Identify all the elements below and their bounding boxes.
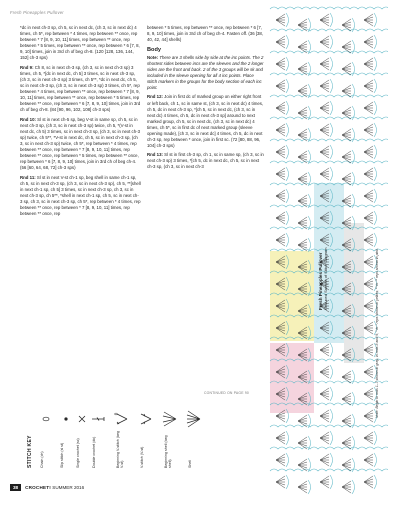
shell-fan bbox=[320, 80, 329, 92]
chain-arc bbox=[352, 436, 355, 450]
key-label-single-crochet: Single crochet (sc) bbox=[76, 438, 80, 468]
shell-fan bbox=[320, 454, 329, 466]
shell-fan bbox=[276, 454, 285, 466]
shell-fan bbox=[276, 476, 285, 488]
round-10 bbox=[20, 117, 141, 171]
chart-caption bbox=[318, 190, 348, 310]
chain-arc bbox=[374, 431, 377, 445]
shell-fan bbox=[364, 190, 373, 202]
chain-arc bbox=[374, 13, 377, 27]
chain-arc bbox=[352, 194, 355, 208]
chain-row bbox=[270, 161, 388, 163]
round-13-text: Sl st in first ch-3 sp, ch 1, sc in same sp, (ch 3, sc in next ch-3 sp) 3 times, *[ch 5, dc in next dc, ch 5, sc in next ch-3 sp, (ch 3, sc in next ch-3 bbox=[147, 152, 264, 170]
chain-arc bbox=[352, 370, 355, 384]
chain-arc bbox=[286, 431, 289, 445]
shell-fan bbox=[320, 58, 329, 70]
round-13 bbox=[147, 152, 264, 170]
chain-row bbox=[270, 425, 388, 427]
beginning-v-stitch-icon bbox=[113, 410, 131, 428]
stitch-key bbox=[23, 410, 223, 474]
round-11-lead: Rnd 11: bbox=[20, 174, 36, 180]
chain-arc bbox=[330, 475, 333, 489]
running-head: Fresh Pineapples Pullover bbox=[10, 10, 64, 15]
round-12 bbox=[147, 94, 264, 148]
chain-arc bbox=[352, 150, 355, 164]
chain-arc bbox=[286, 57, 289, 71]
continued-note: CONTINUED ON PAGE 90 bbox=[204, 391, 250, 395]
chain-arc bbox=[330, 387, 333, 401]
chain-arc bbox=[330, 123, 333, 137]
chain-arc bbox=[374, 211, 377, 225]
round-11-continued: between * 5 times, rep between ** once, rep between * 6 [7, 8, 9, 10] times, join in 3rd ch of beg ch-4. Fasten off. (36 [38, 40, 42, 44] shells) bbox=[147, 25, 264, 43]
instructions-left-column bbox=[20, 25, 141, 220]
shell-fan bbox=[276, 102, 285, 114]
chain-arc bbox=[308, 480, 311, 494]
shell-fan bbox=[364, 80, 373, 92]
chain-arc bbox=[374, 123, 377, 137]
body-note bbox=[147, 55, 264, 91]
chain-arc bbox=[352, 18, 355, 32]
shell-icon bbox=[185, 410, 203, 428]
chain-arc bbox=[352, 128, 355, 142]
chain-arc bbox=[374, 167, 377, 181]
chain-arc bbox=[330, 343, 333, 357]
stitch-key-title: STITCH KEY bbox=[27, 435, 33, 468]
shell-fan bbox=[276, 124, 285, 136]
shell-fan bbox=[364, 256, 373, 268]
shell-fan bbox=[298, 481, 307, 493]
double-crochet-icon bbox=[89, 410, 107, 428]
chain-arc bbox=[352, 84, 355, 98]
v-stitch-icon bbox=[137, 410, 155, 428]
page-number: 38 bbox=[10, 484, 21, 491]
shell-fan bbox=[320, 124, 329, 136]
chain-arc bbox=[352, 62, 355, 76]
shell-fan bbox=[364, 168, 373, 180]
key-label-v-stitch: V-stitch (V-st) bbox=[140, 446, 144, 468]
chain-arc bbox=[330, 79, 333, 93]
chain-arc bbox=[352, 414, 355, 428]
shell-fan bbox=[364, 278, 373, 290]
chain-row bbox=[270, 73, 388, 75]
chain-row bbox=[270, 95, 388, 97]
shell-fan bbox=[364, 366, 373, 378]
shell-fan bbox=[364, 344, 373, 356]
chain-arc bbox=[330, 409, 333, 423]
round-11-text: Sl st in next V-st ch-1 sp, beg shell in same ch-1 sp, ch 5, sc in next ch-3 sp, (ch 3, sc in next ch-3 sp), ch 5, **[shell in next ch-1 sp, ch 5] 3 times, sc in next ch-3 sp, ch 3, sc in next ch-3 sp, ch 5**, *shell in next ch-1 sp, ch 5, sc in next ch-3 sp, ch 3, sc in next ch-3 sp, ch 5*, rep between * 4 times, rep between ** once, rep between * 7 [8, 9, 10, 11] times, rep between ** once, rep bbox=[20, 174, 141, 216]
shell-fan bbox=[276, 14, 285, 26]
beginning-shell-icon bbox=[161, 410, 179, 428]
shell-fan bbox=[276, 432, 285, 444]
round-9 bbox=[20, 65, 141, 113]
body-note-text: There are 3 shells side by side at the inc points. The 2 shortest sides between incs are the sleeves and the 2 longer sides are the front and back. 2 of the 3 groups will be sk and included in the sleeve opening for all 4 inc points. Place stitch markers in the groups for the body section of each inc point. bbox=[147, 54, 264, 90]
round-12-text: Join in first dc of marked group on either right front or left back, ch 1, sc in same st, (ch 3, sc in next dc) 4 times, ch 5, dc in next ch-3 sp, *[ch 5, sc in next dc, (ch 3, sc in next dc) 4 times, ch 5, dc in next ch-3 sp] around to next marked group, ch 5, sc in next dc, (ch 3, sc in next dc) 4 times, ch 5*, sc in first dc of next marked group (sleeve opening made), [ch 3, sc in next dc] 4 times, ch 5, dc in next ch-3 sp, rep between * once, join in first sc. (72 [80, 88, 96, 104] ch-3 sps) bbox=[147, 94, 264, 148]
shell-fan bbox=[320, 432, 329, 444]
chain-arc bbox=[374, 101, 377, 115]
chain-arc bbox=[374, 35, 377, 49]
pink-band bbox=[270, 343, 314, 413]
instructions-right-column bbox=[147, 25, 264, 174]
shell-fan bbox=[320, 344, 329, 356]
shell-fan bbox=[364, 212, 373, 224]
chain-row bbox=[270, 7, 388, 9]
shell-fan bbox=[342, 481, 351, 493]
shell-fan bbox=[364, 234, 373, 246]
chain-arc bbox=[374, 145, 377, 159]
chain-arc bbox=[286, 475, 289, 489]
shell-fan bbox=[276, 58, 285, 70]
shell-fan bbox=[364, 36, 373, 48]
chain-arc bbox=[330, 35, 333, 49]
chain-arc bbox=[374, 79, 377, 93]
shell-fan bbox=[320, 388, 329, 400]
round-10-text: Sl st in next ch-5 sp, beg V-st in same sp, ch 5, sc in next ch-3 sp, (ch 3, sc in next ch-3 sp) twice, ch 5, *(V-st in next dc, ch 5) 3 times, sc in next ch-3 sp, (ch 3, sc in next ch-3 sp) twice, ch 5**, *V-st in next dc, ch 5, sc in next ch-3 sp, (ch 3, sc in next ch-3 sp) twice, ch 5*, rep between * 4 times, rep between ** once, rep between * 7 [8, 9, 10, 11] times, rep between ** once, rep between * 5 times, rep between ** once, rep between * 6 [7, 8, 9, 10] times, join in 3rd ch of beg ch-4. (56 [60, 64, 68, 72] ch-3 sps) bbox=[20, 116, 140, 171]
key-label-shell: Shell bbox=[188, 460, 192, 468]
chain-arc bbox=[286, 101, 289, 115]
chain-arc bbox=[330, 101, 333, 115]
round-13-lead: Rnd 13: bbox=[147, 152, 163, 158]
body-heading: Body bbox=[147, 46, 161, 53]
chain-arc bbox=[286, 13, 289, 27]
shell-fan bbox=[276, 212, 285, 224]
shell-fan bbox=[276, 190, 285, 202]
round-9-text: Ch 8, sc in next ch-3 sp, (ch 3, sc in next ch-3 sp) 3 times, ch 5, *[dc in next dc, ch 5] 3 times, sc in next ch-3 sp, (ch 3, sc in next ch-3 sp) 3 times, ch 5**, *dc in next dc, ch 5, sc in next ch-3 sp, (ch 3, sc in next ch-3 sp) 3 times, ch 5*, rep between * 4 times, rep between ** once, rep between * 7 [8, 9, 10, 11] times, rep between ** once, rep between * 5 times, rep between ** once, rep between * 6 [7, 8, 9, 10] times, join in 3rd ch of beg ch-8. (84 [90, 96, 102, 108] ch-3 sps) bbox=[20, 64, 141, 113]
chain-arc bbox=[286, 123, 289, 137]
chain-arc bbox=[352, 480, 355, 494]
shell-fan bbox=[364, 124, 373, 136]
chain-arc bbox=[286, 233, 289, 247]
round-8-continued: *dc in next ch-3 sp, ch 5, sc in next dc, (ch 3, sc in next dc) 4 times, ch 5*, rep between * 4 times, rep between ** once, rep between * 7 [8, 9, 10, 11] times, rep between ** once, rep between * 5 times, rep between ** once, rep between * 6 [7, 8, 9, 10] times, join in 3rd ch of beg ch-8. (120 [128, 136, 144, 152] ch-3 sps) bbox=[20, 25, 140, 61]
shell-fan bbox=[320, 102, 329, 114]
shell-fan bbox=[364, 476, 373, 488]
shell-fan bbox=[320, 14, 329, 26]
chain-row bbox=[270, 29, 388, 31]
chain-arc bbox=[330, 145, 333, 159]
chain-arc bbox=[352, 106, 355, 120]
shell-fan bbox=[320, 476, 329, 488]
key-label-beginning-shell: Beginning shell (beg shell) bbox=[164, 435, 173, 468]
chain-arc bbox=[286, 167, 289, 181]
chain-icon bbox=[37, 410, 55, 428]
chain-arc bbox=[330, 13, 333, 27]
shell-fan bbox=[364, 14, 373, 26]
chain-arc bbox=[352, 172, 355, 186]
shell-fan bbox=[320, 366, 329, 378]
chain-arc bbox=[330, 453, 333, 467]
chain-row bbox=[270, 51, 388, 53]
chart-note: Note: Begin in rnds 1–7 shown in gray. In rnds 8 and 9, * to * reps shown in yellow, ** to ** reps shown in pink. bbox=[375, 248, 379, 418]
shell-fan bbox=[320, 146, 329, 158]
shell-fan bbox=[364, 58, 373, 70]
shell-fan bbox=[320, 410, 329, 422]
chain-arc bbox=[330, 365, 333, 379]
chain-arc bbox=[286, 453, 289, 467]
shell-fan bbox=[276, 80, 285, 92]
chain-arc bbox=[374, 453, 377, 467]
shell-fan bbox=[364, 388, 373, 400]
shell-fan bbox=[364, 146, 373, 158]
magazine-name: CROCHET! bbox=[25, 485, 51, 490]
chain-arc bbox=[352, 40, 355, 54]
chain-arc bbox=[374, 475, 377, 489]
chain-row bbox=[270, 447, 388, 449]
round-10-lead: Rnd 10: bbox=[20, 116, 36, 122]
chain-arc bbox=[286, 79, 289, 93]
shell-fan bbox=[364, 432, 373, 444]
chain-arc bbox=[352, 458, 355, 472]
page-footer bbox=[10, 484, 84, 491]
chain-arc bbox=[330, 167, 333, 181]
shell-fan bbox=[364, 300, 373, 312]
chain-arc bbox=[286, 211, 289, 225]
shell-fan bbox=[364, 410, 373, 422]
key-label-double-crochet: Double crochet (dc) bbox=[92, 436, 96, 468]
chain-row bbox=[270, 469, 388, 471]
chain-arc bbox=[286, 145, 289, 159]
key-label-chain: Chain (ch) bbox=[40, 451, 44, 468]
chain-row bbox=[270, 117, 388, 119]
chain-arc bbox=[330, 57, 333, 71]
chain-row bbox=[270, 139, 388, 141]
round-9-lead: Rnd 9: bbox=[20, 64, 34, 70]
shell-fan bbox=[320, 36, 329, 48]
chain-arc bbox=[286, 189, 289, 203]
shell-fan bbox=[276, 168, 285, 180]
issue-name: SUMMER 2016 bbox=[52, 485, 85, 490]
shell-fan bbox=[276, 234, 285, 246]
shell-fan bbox=[364, 454, 373, 466]
key-label-slip-stitch: Slip stitch (sl st) bbox=[60, 442, 64, 468]
key-label-beginning-v-stitch: Beginning V-stitch (beg V-st) bbox=[116, 431, 125, 468]
round-12-lead: Rnd 12: bbox=[147, 94, 163, 100]
shell-fan bbox=[276, 146, 285, 158]
chart-caption-title: Fresh Pineapples Pullover bbox=[318, 252, 323, 310]
chain-arc bbox=[352, 392, 355, 406]
round-11 bbox=[20, 175, 141, 217]
chain-arc bbox=[374, 57, 377, 71]
shell-fan bbox=[320, 168, 329, 180]
chain-arc bbox=[330, 431, 333, 445]
chart-caption-line: Reduced Sample of Stitch Diagram bbox=[323, 247, 329, 310]
shell-fan bbox=[364, 102, 373, 114]
chain-arc bbox=[374, 189, 377, 203]
body-note-lead: Note: bbox=[147, 54, 159, 60]
shell-fan bbox=[364, 322, 373, 334]
shell-fan bbox=[276, 36, 285, 48]
chain-arc bbox=[286, 35, 289, 49]
